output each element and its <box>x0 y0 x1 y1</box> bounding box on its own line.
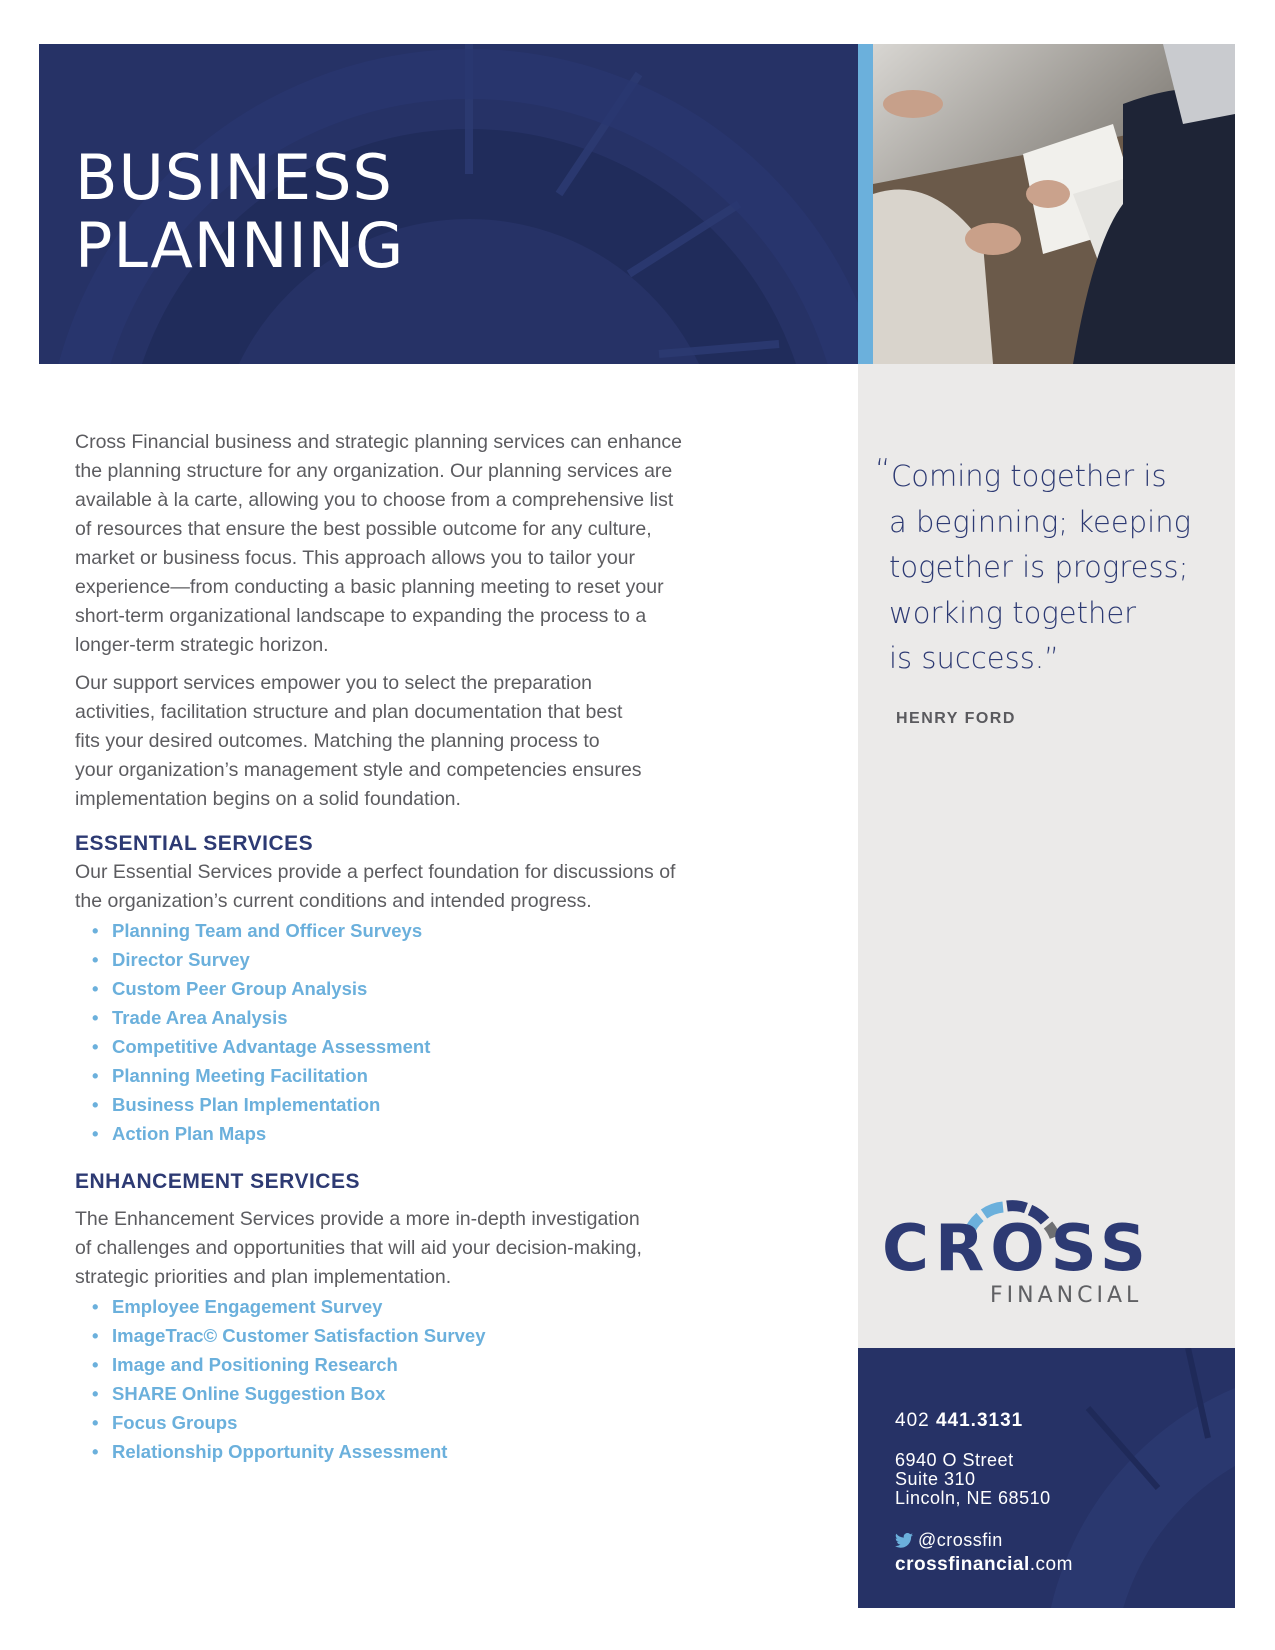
list-item: • Competitive Advantage Assessment <box>92 1036 431 1057</box>
quote-line: a beginning; keeping <box>889 504 1191 539</box>
site-tld: .com <box>1029 1554 1073 1575</box>
list-item: • Planning Meeting Facilitation <box>92 1065 368 1086</box>
list-item: • Employee Engagement Survey <box>92 1296 383 1317</box>
quote-line: together is progress; <box>889 550 1189 584</box>
logo-wordmark: CROSS <box>882 1212 1152 1286</box>
quote-line: Coming together is <box>891 459 1167 493</box>
essential-services-heading: ESSENTIAL SERVICES <box>75 832 314 855</box>
enhancement-services-heading: ENHANCEMENT SERVICES <box>75 1170 360 1193</box>
list-item: • Planning Team and Officer Surveys <box>92 920 423 941</box>
phone-area: 402 <box>895 1410 930 1431</box>
pull-quote <box>877 454 1217 682</box>
quote-line: working together <box>889 595 1137 630</box>
list-item: • Focus Groups <box>92 1412 238 1433</box>
list-item: • Business Plan Implementation <box>92 1094 381 1115</box>
accent-stripe <box>858 44 873 364</box>
intro-paragraph-1: Cross Financial business and strategic planning services can enhance the planning structure for any organization. Our planning services are available à la carte, allowing you to choose from a comprehensive list of resources that ensure the best possible outcome for any culture, market or business focus. This approach allows you to tailor your experience—from conducting a basic planning meeting to reset your short-term organizational landscape to expanding the process to a longer-term strategic horizon. <box>75 431 683 656</box>
essential-services-list <box>75 916 800 1148</box>
list-item: • Trade Area Analysis <box>92 1007 288 1028</box>
intro-paragraph-2: Our support services empower you to select the preparation activities, facilitation structure and plan documentation that best fits your desired outcomes. Matching the planning process to your organization’s management style and competencies ensures implementation begins on a solid foundation. <box>75 672 642 810</box>
essential-services-description: Our Essential Services provide a perfect foundation for discussions of the organization’s current conditions and intended progress. <box>75 861 676 912</box>
phone-number[interactable] <box>895 1410 1023 1432</box>
address <box>895 1451 1051 1508</box>
list-item: • Custom Peer Group Analysis <box>92 978 368 999</box>
cross-financial-logo <box>880 1195 1160 1315</box>
enhancement-services-description: The Enhancement Services provide a more in-depth investigation of challenges and opportunities that will aid your decision-making, strategic priorities and plan implementation. <box>75 1208 642 1288</box>
page-title: BUSINESS PLANNING <box>75 141 405 282</box>
list-item: • Director Survey <box>92 949 250 970</box>
twitter-bird-icon <box>895 1533 913 1548</box>
enhancement-services-list <box>75 1292 800 1466</box>
quote-line: is success.” <box>889 641 1060 675</box>
address-line: 6940 O Street <box>895 1450 1014 1470</box>
list-item: • Image and Positioning Research <box>92 1354 398 1375</box>
quote-author: HENRY FORD <box>896 710 1016 727</box>
list-item: • SHARE Online Suggestion Box <box>92 1383 386 1404</box>
quote-open-mark: “ <box>875 453 891 488</box>
address-line: Suite 310 <box>895 1469 976 1489</box>
list-item: • ImageTrac© Customer Satisfaction Survey <box>92 1325 486 1346</box>
address-line: Lincoln, NE 68510 <box>895 1488 1051 1508</box>
twitter-link[interactable] <box>895 1530 1003 1551</box>
website-link[interactable] <box>895 1554 1073 1576</box>
business-meeting-photo <box>873 44 1235 364</box>
main-content <box>75 428 800 1466</box>
phone-main: 441.3131 <box>935 1410 1024 1431</box>
site-domain: crossfinancial <box>895 1554 1030 1575</box>
contact-panel <box>858 1348 1235 1608</box>
header-banner <box>39 44 858 364</box>
logo-subtext: FINANCIAL <box>990 1283 1143 1308</box>
list-item: • Relationship Opportunity Assessment <box>92 1441 448 1462</box>
list-item: • Action Plan Maps <box>92 1123 267 1144</box>
twitter-handle: @crossfin <box>918 1530 1003 1550</box>
